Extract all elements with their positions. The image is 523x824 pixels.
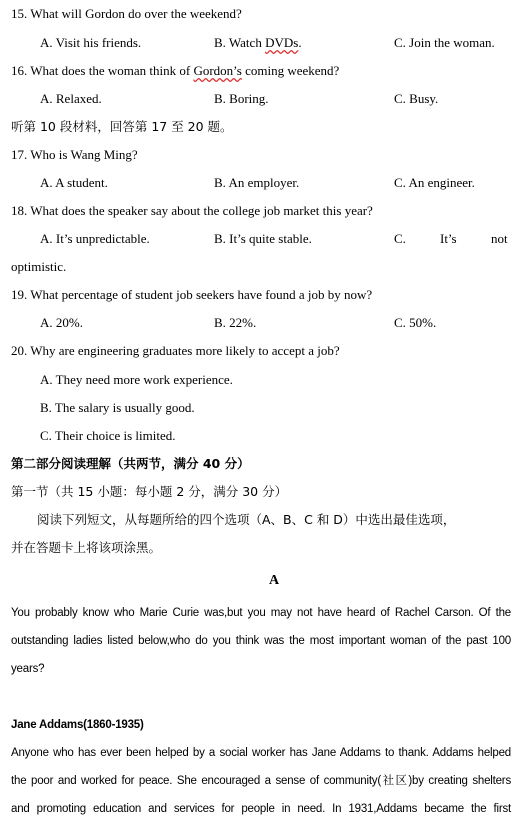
passage-label: A [268,573,280,588]
passage-intro-line2: outstanding ladies listed below,who do you think was the most important woman of the past 100 [11,635,511,647]
question-18: 18. What does the speaker say about the college job market this year? [11,203,373,218]
q19-option-b: B. 22%. [214,315,257,330]
q15-option-b [214,34,302,52]
q18-option-c-letter: C. [394,231,406,246]
passage-body-line3: and promoting education and services for people in need. In 1931,Addams became the first [11,803,511,815]
instruction-10: 听第 10 段材料，回答第 17 至 20 题。 [11,119,233,134]
question-20: 20. Why are engineering graduates more likely to accept a job? [11,343,340,358]
question-16 [11,62,523,80]
directions-line2: 并在答题卡上将该项涂黑。 [11,540,162,555]
q18-option-c-word1: It’s [440,231,457,246]
passage-heading: Jane Addams(1860-1935) [11,719,144,731]
q18-option-b: B. It’s quite stable. [214,231,312,246]
passage-body-line1: Anyone who has ever been helped by a social worker has Jane Addams to thank. Addams helped [11,747,511,759]
question-16-end: coming weekend? [241,63,340,78]
q15-option-a: A. Visit his friends. [40,35,142,50]
passage-intro-line1: You probably know who Marie Curie was,but you may not have heard of Rachel Carson. Of the [11,607,511,619]
q17-option-c: C. An engineer. [394,175,475,190]
question-15-text: 15. What will Gordon do over the weekend? [11,6,242,21]
q20-option-c: C. Their choice is limited. [40,428,176,443]
question-19: 19. What percentage of student job seekers have found a job by now? [11,287,373,302]
q16-option-a: A. Relaxed. [40,91,102,106]
passage-body-line2: the poor and worked for peace. She encouraged a sense of community(社区)by creating shelters [11,775,511,787]
passage-intro-line3: years? [11,663,45,675]
q20-option-b: B. The salary is usually good. [40,400,195,415]
directions-line1: 阅读下列短文，从每题所给的四个选项（A、B、C 和 D）中选出最佳选项， [37,512,456,527]
q15-option-c: C. Join the woman. [394,35,495,50]
question-16-wavy: Gordon’s [193,63,242,78]
q15-option-b-wavy: DVDs [265,35,299,50]
q16-option-b: B. Boring. [214,91,269,106]
q16-option-c: C. Busy. [394,91,439,106]
q19-option-c: C. 50%. [394,315,437,330]
section1-title: 第一节（共 15 小题：每小题 2 分，满分 30 分） [11,484,288,499]
q15-option-b-end: . [298,35,302,50]
question-15 [11,5,523,23]
q17-option-b: B. An employer. [214,175,300,190]
q20-option-a: A. They need more work experience. [40,372,233,387]
q18-option-c-wrap: optimistic. [11,259,67,274]
q18-option-c-word2: not [491,231,508,246]
q19-option-a: A. 20%. [40,315,83,330]
part2-title: 第二部分阅读理解（共两节，满分 40 分） [11,456,250,471]
question-16-text: 16. What does the woman think of [11,63,194,78]
question-17: 17. Who is Wang Ming? [11,147,138,162]
q18-option-a: A. It’s unpredictable. [40,231,150,246]
q15-option-b-text: B. Watch [214,35,266,50]
q17-option-a: A. A student. [40,175,108,190]
